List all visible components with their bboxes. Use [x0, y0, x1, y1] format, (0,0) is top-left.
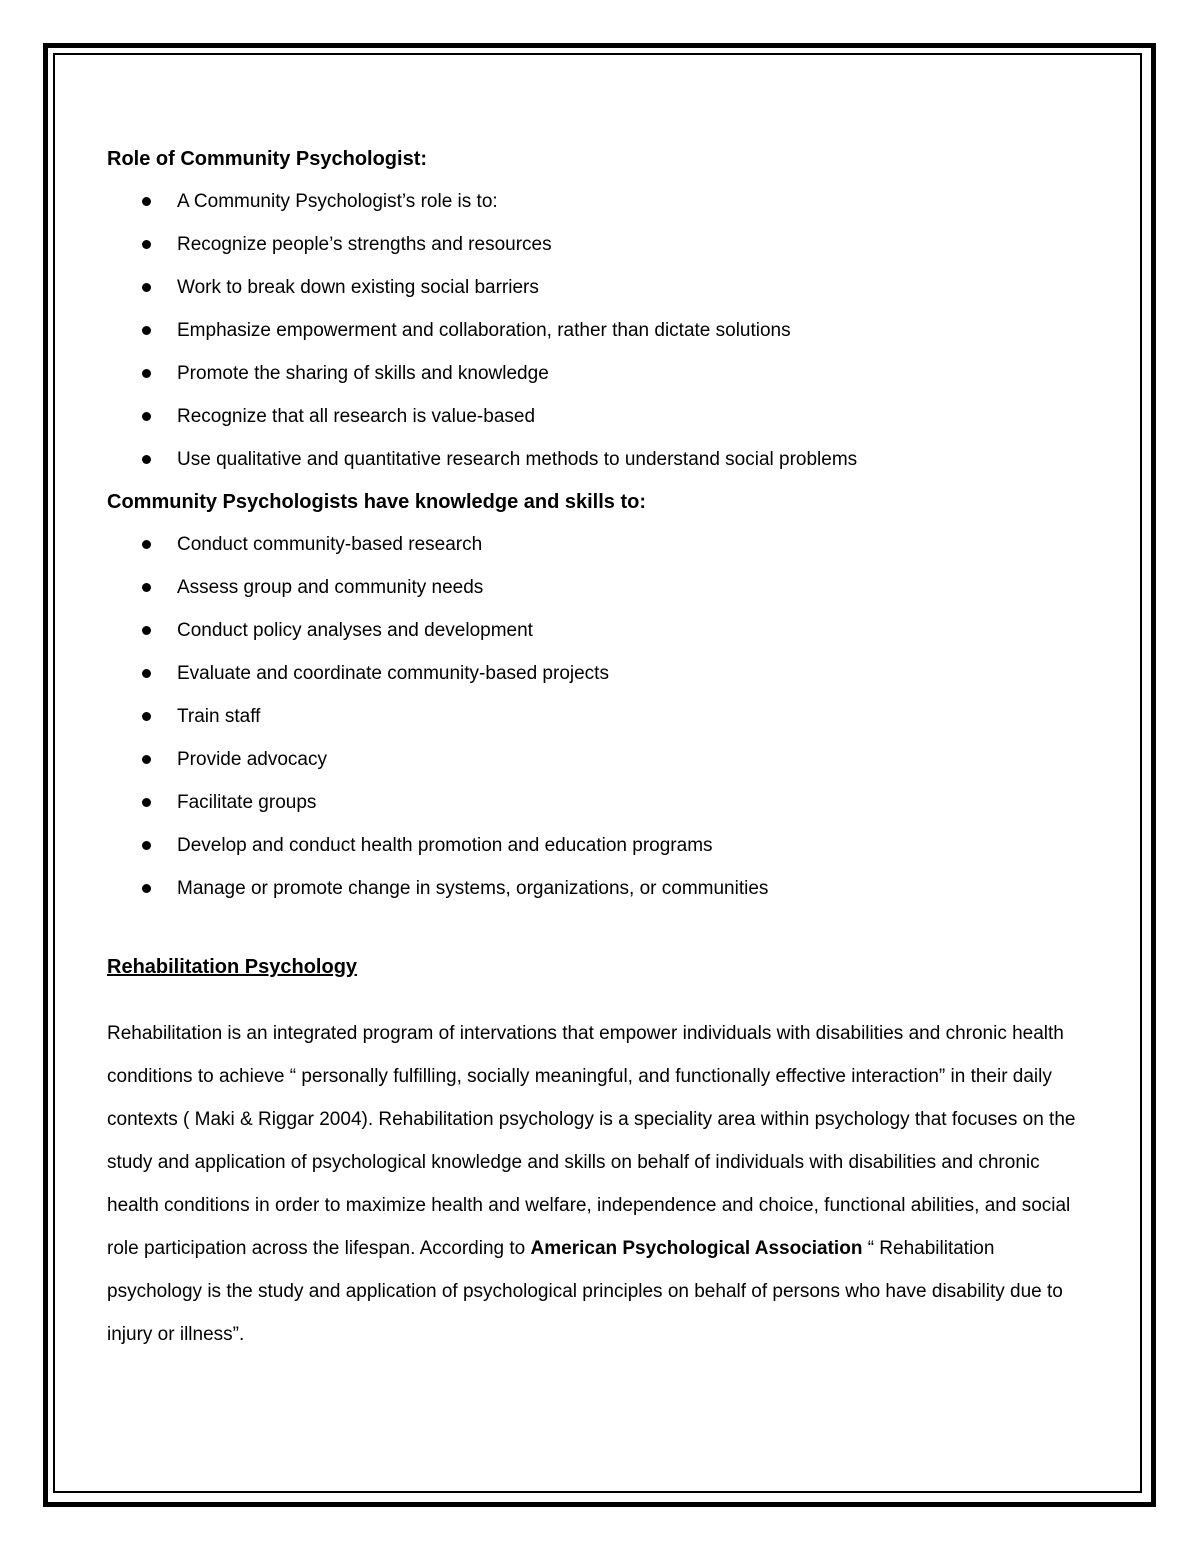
list-item: Evaluate and coordinate community-based projects: [107, 652, 1097, 695]
list-item: Emphasize empowerment and collaboration, rather than dictate solutions: [107, 309, 1097, 352]
rehab-paragraph-part2: “ Rehabilitation psychology is the study and application of psychological principles on behalf of persons who have disability due to injury or illness”.: [107, 1238, 1063, 1345]
list-item: Train staff: [107, 695, 1097, 738]
bullet-icon: [142, 712, 151, 721]
bullet-icon: [142, 283, 151, 292]
bullet-icon: [142, 755, 151, 764]
apa-name: American Psychological Association: [530, 1238, 863, 1259]
bullet-icon: [142, 583, 151, 592]
skills-list: [107, 523, 1097, 910]
list-item: Provide advocacy: [107, 738, 1097, 781]
rehab-section-title: Rehabilitation Psychology: [107, 956, 358, 978]
bullet-icon: [142, 626, 151, 635]
bullet-icon: [142, 841, 151, 850]
bullet-icon: [142, 412, 151, 421]
bullet-icon: [142, 326, 151, 335]
skills-heading: Community Psychologists have knowledge and skills to:: [107, 491, 647, 513]
list-item: Recognize that all research is value-based: [107, 395, 1097, 438]
bullet-icon: [142, 197, 151, 206]
bullet-icon: [142, 540, 151, 549]
document-content: [107, 144, 1097, 1375]
rehab-paragraph-part1: Rehabilitation is an integrated program of intervations that empower individuals with disabilities and chronic health conditions to achieve “ personally fulfilling, socially meaningful, and functionally effective interaction” in their daily contexts ( Maki & Riggar 2004). Rehabilitation psychology is a speciality area within psychology that focuses on the study and application of psychological knowledge and skills on behalf of individuals with disabilities and chronic health conditions in order to maximize health and welfare, independence and choice, functional abilities, and social role participation across the lifespan. According to: [107, 1023, 1076, 1259]
role-list: [107, 180, 1097, 481]
list-item: A Community Psychologist’s role is to:: [107, 180, 1097, 223]
list-item: Use qualitative and quantitative research methods to understand social problems: [107, 438, 1097, 481]
bullet-icon: [142, 798, 151, 807]
list-item: Assess group and community needs: [107, 566, 1097, 609]
bullet-icon: [142, 455, 151, 464]
role-heading: Role of Community Psychologist:: [107, 148, 428, 170]
bullet-icon: [142, 369, 151, 378]
list-item: Recognize people’s strengths and resources: [107, 223, 1097, 266]
bullet-icon: [142, 240, 151, 249]
list-item: Develop and conduct health promotion and education programs: [107, 824, 1097, 867]
list-item: Conduct community-based research: [107, 523, 1097, 566]
list-item: Work to break down existing social barriers: [107, 266, 1097, 309]
bullet-icon: [142, 884, 151, 893]
list-item: Promote the sharing of skills and knowledge: [107, 352, 1097, 395]
list-item: Manage or promote change in systems, organizations, or communities: [107, 867, 1097, 910]
bullet-icon: [142, 669, 151, 678]
rehab-paragraph: [107, 1012, 1092, 1356]
list-item: Facilitate groups: [107, 781, 1097, 824]
list-item: Conduct policy analyses and development: [107, 609, 1097, 652]
